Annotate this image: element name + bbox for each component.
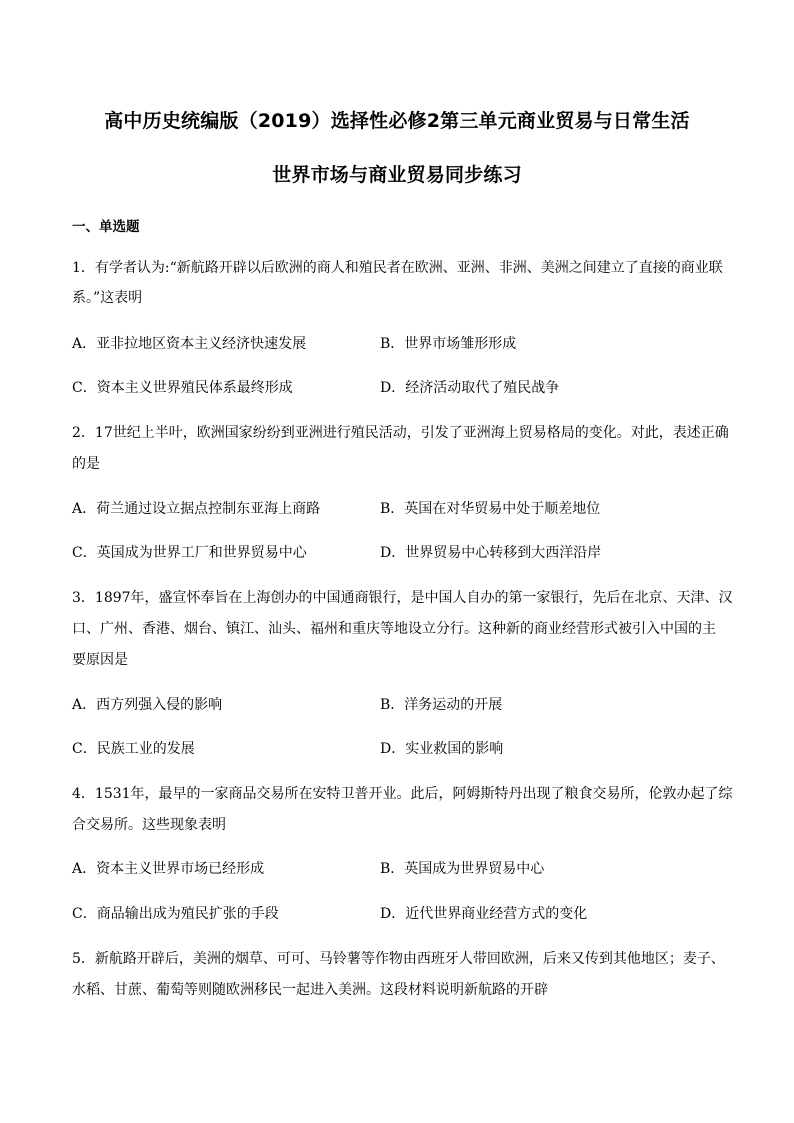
question-3-option-c: C．民族工业的发展 [72, 741, 195, 757]
question-2-option-a: A．荷兰通过设立据点控制东亚海上商路 [72, 501, 321, 517]
question-1-text-line-1: 1．有学者认为:“新航路开辟以后欧洲的商人和殖民者在欧洲、亚洲、非洲、美洲之间建立了直接的商业联 [72, 260, 723, 276]
question-1-option-a: A．亚非拉地区资本主义经济快速发展 [72, 336, 307, 352]
question-3-text-line-2: 口、广州、香港、烟台、镇江、汕头、福州和重庆等地设立分行。这种新的商业经营形式被引入中国的主 [72, 621, 716, 637]
question-4-text-line-2: 合交易所。这些现象表明 [72, 817, 226, 833]
question-1-option-b: B．世界市场雏形形成 [380, 336, 517, 352]
question-2-option-c: C．英国成为世界工厂和世界贸易中心 [72, 545, 307, 561]
question-2-text-line-2: 的是 [72, 456, 100, 472]
question-4-text-line-1: 4．1531年，最早的一家商品交易所在安特卫普开业。此后，阿姆斯特丹出现了粮食交易所，伦敦办起了综 [72, 786, 733, 802]
document-title: 高中历史统编版（2019）选择性必修2第三单元商业贸易与日常生活 [104, 110, 690, 132]
question-3-option-b: B．洋务运动的开展 [380, 697, 503, 713]
question-3-text-line-3: 要原因是 [72, 652, 128, 668]
question-3-text-line-1: 3．1897年，盛宣怀奉旨在上海创办的中国通商银行，是中国人自办的第一家银行，先后在北京、天津、汉 [72, 590, 733, 606]
question-2-option-d: D．世界贸易中心转移到大西洋沿岸 [380, 545, 602, 561]
question-2-option-b: B．英国在对华贸易中处于顺差地位 [380, 501, 601, 517]
question-3-option-a: A．西方列强入侵的影响 [72, 697, 223, 713]
question-4-option-c: C．商品输出成为殖民扩张的手段 [72, 906, 279, 922]
section-heading: 一、单选题 [72, 219, 140, 235]
question-1-text-line-2: 系。”这表明 [72, 290, 143, 306]
question-1-option-c: C．资本主义世界殖民体系最终形成 [72, 380, 293, 396]
question-2-text-line-1: 2．17世纪上半叶，欧洲国家纷纷到亚洲进行殖民活动，引发了亚洲海上贸易格局的变化。对此，表述正确 [72, 425, 729, 441]
question-1-option-d: D．经济活动取代了殖民战争 [380, 380, 560, 396]
document-subtitle: 世界市场与商业贸易同步练习 [272, 164, 522, 186]
question-3-option-d: D．实业救国的影响 [380, 741, 504, 757]
question-5-text-line-2: 水稻、甘蔗、葡萄等则随欧洲移民一起进入美洲。这段材料说明新航路的开辟 [72, 982, 548, 998]
question-4-option-a: A．资本主义世界市场已经形成 [72, 861, 265, 877]
question-4-option-b: B．英国成为世界贸易中心 [380, 861, 545, 877]
question-4-option-d: D．近代世界商业经营方式的变化 [380, 906, 588, 922]
question-5-text-line-1: 5．新航路开辟后，美洲的烟草、可可、马铃薯等作物由西班牙人带回欧洲，后来又传到其他地区；麦子、 [72, 951, 725, 967]
